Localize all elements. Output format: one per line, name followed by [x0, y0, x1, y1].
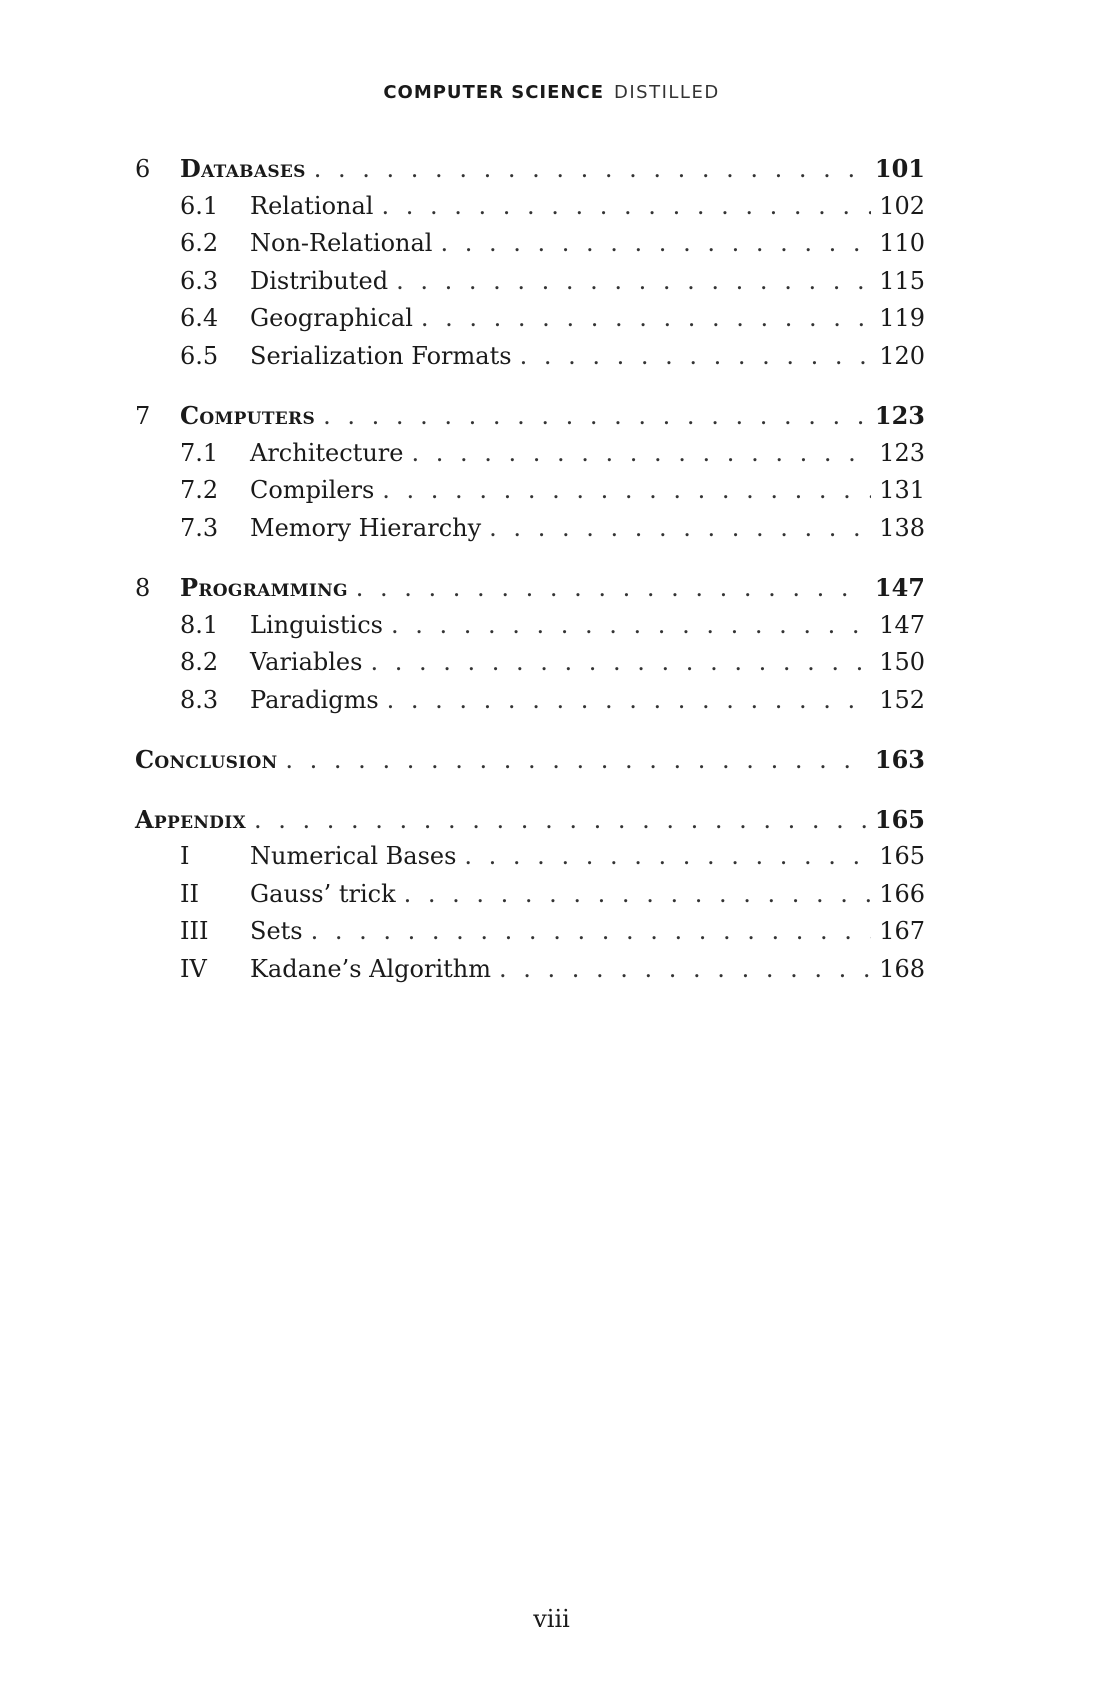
page-number: 165 — [879, 842, 925, 870]
section-number: 7.1 — [180, 438, 219, 467]
dot-leader — [387, 682, 872, 720]
page-number: 101 — [874, 154, 925, 183]
dot-leader — [404, 876, 872, 914]
section-title: Non-Relational — [250, 229, 433, 257]
toc-section-7-3[interactable] — [135, 510, 925, 548]
section-title: Sets — [250, 917, 303, 945]
section-title: Paradigms — [250, 685, 379, 714]
section-title: Compilers — [250, 476, 375, 504]
page-folio: viii — [533, 1605, 570, 1633]
toc-section-6-3[interactable] — [135, 263, 925, 301]
dot-leader — [489, 510, 871, 548]
dot-leader — [396, 263, 871, 301]
toc-conclusion[interactable] — [135, 741, 925, 779]
dot-leader — [356, 570, 867, 608]
table-of-contents — [135, 150, 925, 1010]
toc-section-8-3[interactable] — [135, 682, 925, 720]
page-number: 119 — [879, 304, 925, 332]
section-number: 8.3 — [180, 685, 219, 714]
section-title: Geographical — [250, 304, 413, 332]
section-title: Distributed — [250, 266, 389, 295]
dot-leader — [520, 338, 872, 376]
section-number: II — [180, 879, 199, 908]
chapter-title: Databases — [180, 154, 306, 183]
dot-leader — [499, 951, 871, 989]
section-number: III — [180, 917, 209, 945]
dot-leader — [382, 472, 871, 510]
section-number: 6.4 — [180, 304, 219, 332]
section-number: 7.3 — [180, 513, 219, 542]
dot-leader — [254, 802, 867, 840]
toc-appendix-iv[interactable] — [135, 951, 925, 989]
toc-appendix-iii[interactable] — [135, 913, 925, 951]
page-number: 163 — [874, 745, 925, 774]
section-number: 7.2 — [180, 476, 219, 504]
running-head-subtitle: DISTILLED — [613, 82, 720, 103]
page-number: 168 — [879, 954, 925, 983]
toc-chapter-7[interactable] — [135, 397, 925, 435]
section-number: IV — [180, 954, 207, 983]
toc-group-chapter-6 — [135, 150, 925, 375]
section-number: 8.1 — [180, 610, 219, 639]
toc-section-6-1[interactable] — [135, 188, 925, 226]
toc-appendix-i[interactable] — [135, 838, 925, 876]
toc-section-6-5[interactable] — [135, 338, 925, 376]
chapter-number: 6 — [135, 155, 151, 183]
dot-leader — [314, 151, 867, 189]
chapter-title: Programming — [180, 573, 348, 602]
dot-leader — [381, 188, 871, 226]
section-title: Memory Hierarchy — [250, 513, 482, 542]
toc-section-7-2[interactable] — [135, 472, 925, 510]
running-head — [0, 82, 1103, 103]
chapter-number: 8 — [135, 574, 151, 602]
dot-leader — [370, 644, 871, 682]
toc-group-conclusion — [135, 741, 925, 779]
page-number: 147 — [874, 573, 925, 602]
section-title: Architecture — [250, 438, 404, 467]
dot-leader — [464, 838, 871, 876]
dot-leader — [311, 913, 872, 951]
toc-appendix[interactable] — [135, 801, 925, 839]
section-title: Numerical Bases — [250, 842, 457, 870]
toc-group-chapter-7 — [135, 397, 925, 547]
toc-section-6-4[interactable] — [135, 300, 925, 338]
page-number: 150 — [879, 648, 925, 676]
section-title: Relational — [250, 191, 374, 220]
chapter-title: Conclusion — [135, 745, 278, 774]
toc-section-7-1[interactable] — [135, 435, 925, 473]
page-number: 102 — [879, 191, 925, 220]
page-number: 152 — [879, 685, 925, 714]
toc-section-8-1[interactable] — [135, 607, 925, 645]
section-title: Kadane’s Algorithm — [250, 954, 491, 983]
page-number: 165 — [874, 804, 925, 834]
running-head-title: COMPUTER SCIENCE — [383, 82, 604, 103]
section-title: Linguistics — [250, 610, 383, 639]
section-number: 6.2 — [180, 229, 219, 257]
dot-leader — [323, 398, 867, 436]
dot-leader — [440, 225, 871, 263]
page-number: 120 — [879, 341, 925, 370]
page-number: 131 — [879, 476, 925, 504]
section-number: 6.3 — [180, 266, 219, 295]
dot-leader — [411, 435, 871, 473]
dot-leader — [391, 607, 871, 645]
section-title: Gauss’ trick — [250, 879, 396, 908]
page-number: 123 — [874, 401, 925, 430]
page-number: 167 — [879, 917, 925, 945]
dot-leader — [285, 742, 866, 780]
chapter-title: Appendix — [135, 804, 246, 834]
page-number: 147 — [879, 610, 925, 639]
chapter-title: Computers — [180, 401, 316, 430]
section-title: Variables — [250, 648, 363, 676]
toc-group-chapter-8 — [135, 569, 925, 719]
toc-chapter-6[interactable] — [135, 150, 925, 188]
section-number: 6.5 — [180, 341, 219, 370]
section-number: 6.1 — [180, 191, 219, 220]
section-number: 8.2 — [180, 648, 219, 676]
toc-section-6-2[interactable] — [135, 225, 925, 263]
page-number: 138 — [879, 513, 925, 542]
page-number: 123 — [879, 438, 925, 467]
dot-leader — [421, 300, 871, 338]
section-title: Serialization Formats — [250, 341, 512, 370]
page-number: 110 — [879, 229, 925, 257]
toc-group-appendix — [135, 801, 925, 989]
page-number: 115 — [879, 266, 925, 295]
toc-appendix-ii[interactable] — [135, 876, 925, 914]
section-number: I — [180, 842, 190, 870]
page-number: 166 — [879, 879, 925, 908]
toc-chapter-8[interactable] — [135, 569, 925, 607]
chapter-number: 7 — [135, 402, 151, 430]
toc-section-8-2[interactable] — [135, 644, 925, 682]
